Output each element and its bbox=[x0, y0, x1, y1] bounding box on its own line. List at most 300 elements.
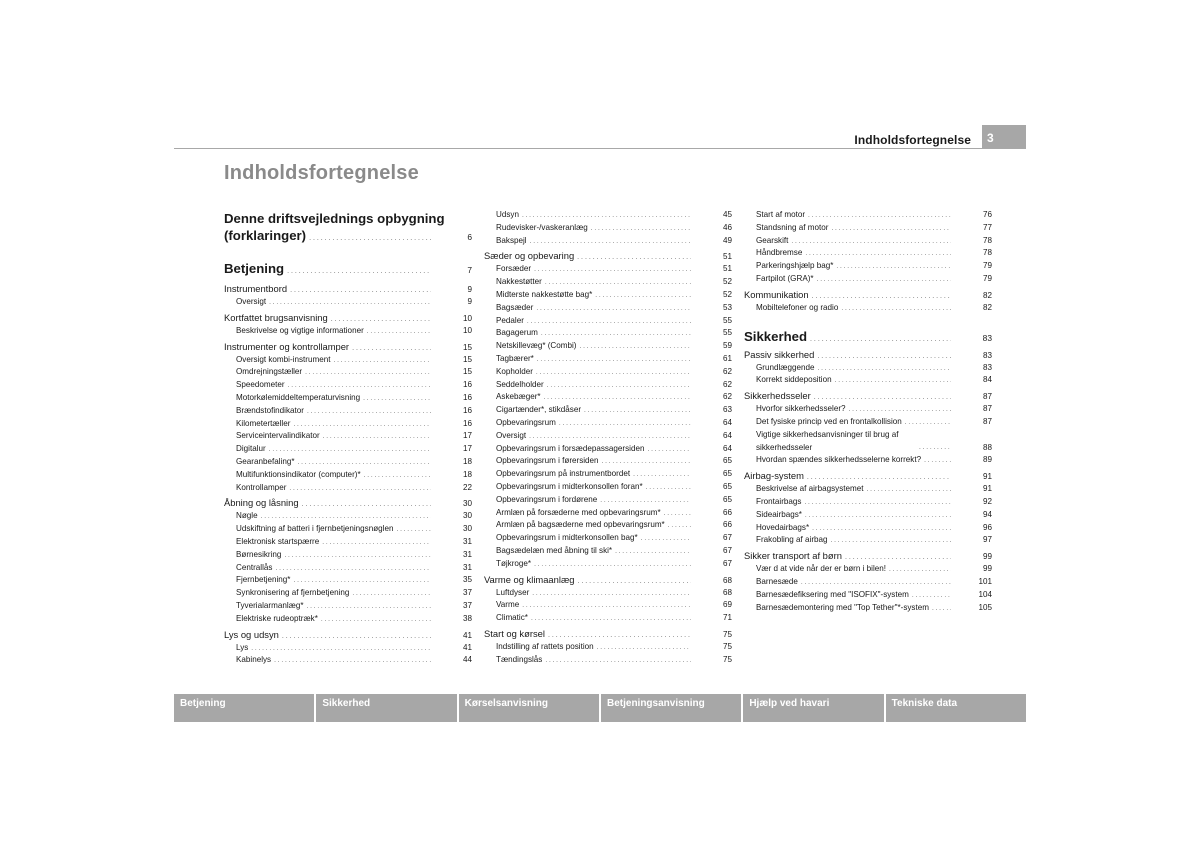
leader-dots bbox=[559, 418, 691, 431]
toc-entry[interactable] bbox=[744, 362, 992, 375]
page-number: 3 bbox=[982, 125, 1026, 148]
toc-section[interactable] bbox=[224, 340, 472, 354]
toc-entry[interactable] bbox=[224, 418, 472, 431]
toc-entry[interactable] bbox=[224, 430, 472, 443]
toc-entry[interactable] bbox=[224, 366, 472, 379]
toc-entry[interactable] bbox=[484, 468, 732, 481]
toc-entry[interactable] bbox=[484, 222, 732, 235]
toc-entry[interactable] bbox=[484, 327, 732, 340]
toc-page: 67 bbox=[722, 545, 732, 555]
toc-page: 87 bbox=[982, 416, 992, 426]
toc-label: Opbevaringsrum i fordørene bbox=[496, 494, 598, 504]
toc-entry[interactable] bbox=[484, 353, 732, 366]
leader-dots bbox=[536, 367, 691, 380]
toc-label: Frakobling af airbag bbox=[756, 535, 828, 545]
toc-label: Parkeringshjælp bag* bbox=[756, 261, 834, 271]
toc-label: Oversigt kombi-instrument bbox=[236, 354, 331, 364]
toc-section[interactable] bbox=[744, 469, 992, 483]
toc-label: Hvorfor sikkerhedsseler? bbox=[756, 404, 846, 414]
leader-dots bbox=[534, 264, 691, 277]
toc-label: Gearanbefaling* bbox=[236, 456, 295, 466]
leader-dots bbox=[396, 524, 431, 537]
toc-page: 52 bbox=[722, 277, 732, 287]
toc-page: 10 bbox=[462, 313, 472, 323]
toc-entry[interactable] bbox=[484, 455, 732, 468]
toc-page: 88 bbox=[982, 442, 992, 452]
toc-entry[interactable] bbox=[224, 600, 472, 613]
leader-dots bbox=[578, 575, 692, 589]
toc-entry[interactable] bbox=[744, 403, 992, 416]
leader-dots bbox=[817, 350, 951, 364]
toc-entry[interactable] bbox=[484, 587, 732, 600]
footer-tab-hjaelp-ved-havari[interactable]: Hjælp ved havari bbox=[743, 694, 883, 722]
toc-page: 31 bbox=[462, 536, 472, 546]
toc-page: 87 bbox=[982, 392, 992, 402]
main-title: Indholdsfortegnelse bbox=[224, 162, 419, 184]
toc-entry[interactable] bbox=[224, 654, 472, 667]
toc-page: 55 bbox=[722, 315, 732, 325]
leader-dots bbox=[836, 261, 951, 274]
toc-page: 38 bbox=[462, 613, 472, 623]
toc-entry[interactable] bbox=[744, 374, 992, 387]
toc-entry[interactable] bbox=[224, 562, 472, 575]
toc-entry[interactable] bbox=[224, 482, 472, 495]
toc-label: Oversigt bbox=[236, 297, 267, 306]
toc-label: Cigartænder*, stikdåser bbox=[496, 405, 582, 415]
leader-dots bbox=[831, 223, 951, 236]
toc-section[interactable] bbox=[224, 282, 472, 296]
toc-label: Børnesikring bbox=[236, 549, 282, 559]
toc-entry[interactable] bbox=[484, 558, 732, 571]
toc-label: Armlæn på forsæderne med opbevaringsrum* bbox=[496, 507, 661, 517]
toc-label: Fjernbetjening* bbox=[236, 575, 291, 585]
toc-page: 104 bbox=[978, 589, 992, 599]
footer-tab-korselsanvisning[interactable]: Kørselsanvisning bbox=[459, 694, 599, 722]
toc-section[interactable] bbox=[744, 549, 992, 563]
toc-label: Synkronisering af fjernbetjening bbox=[236, 588, 350, 598]
toc-label: Sikker transport af børn bbox=[744, 550, 842, 562]
toc-entry[interactable] bbox=[484, 379, 732, 392]
toc-entry[interactable] bbox=[744, 222, 992, 235]
toc-label: Beskrivelse og vigtige informationer bbox=[236, 325, 364, 335]
toc-entry[interactable] bbox=[484, 641, 732, 654]
toc-label: Omdrejningstæller bbox=[236, 367, 303, 377]
leader-dots bbox=[810, 336, 951, 343]
toc-label: Nakkestøtter bbox=[496, 277, 542, 287]
leader-dots bbox=[534, 559, 691, 572]
footer-tab-betjening[interactable]: Betjening bbox=[174, 694, 314, 722]
toc-page: 76 bbox=[982, 210, 992, 219]
toc-label: Instrumentbord bbox=[224, 283, 288, 294]
leader-dots bbox=[804, 497, 951, 510]
footer-tab-betjeningsanvisning[interactable]: Betjeningsanvisning bbox=[601, 694, 741, 722]
toc-label: Netskillevæg* (Combi) bbox=[496, 341, 577, 351]
leader-dots bbox=[805, 510, 951, 523]
toc-label: Varme og klimaanlæg bbox=[484, 573, 575, 585]
leader-dots bbox=[932, 603, 951, 616]
toc-section[interactable] bbox=[744, 348, 992, 362]
leader-dots bbox=[309, 230, 431, 247]
toc-entry[interactable] bbox=[744, 534, 992, 547]
leader-dots bbox=[532, 588, 691, 601]
toc-page: 35 bbox=[462, 575, 472, 585]
toc-section[interactable] bbox=[224, 311, 472, 325]
toc-page: 53 bbox=[722, 302, 732, 312]
toc-label: Beskrivelse af airbagsystemet bbox=[756, 484, 864, 494]
leader-dots bbox=[595, 290, 691, 303]
toc-label: Mobiltelefoner og radio bbox=[756, 302, 839, 312]
toc-entry[interactable] bbox=[484, 612, 732, 625]
toc-label: Instrumenter og kontrollamper bbox=[224, 340, 350, 352]
toc-page: 67 bbox=[722, 558, 732, 568]
toc-page: 83 bbox=[982, 362, 992, 372]
toc-label: Midterste nakkestøtte bag* bbox=[496, 289, 593, 299]
toc-entry[interactable] bbox=[224, 456, 472, 469]
toc-page: 77 bbox=[982, 222, 992, 232]
leader-dots bbox=[867, 484, 951, 497]
toc-entry[interactable] bbox=[224, 587, 472, 600]
toc-page: 15 bbox=[462, 342, 472, 352]
toc-entry[interactable] bbox=[484, 654, 732, 667]
toc-label: Sideairbags* bbox=[756, 509, 802, 519]
toc-entry[interactable] bbox=[744, 576, 992, 589]
toc-label: Digitalur bbox=[236, 444, 266, 454]
leader-dots bbox=[363, 393, 431, 406]
part-heading-betjening[interactable] bbox=[224, 261, 472, 276]
toc-label: Varme bbox=[496, 600, 520, 610]
toc-page: 18 bbox=[462, 469, 472, 479]
leader-dots bbox=[367, 326, 431, 339]
toc-entry[interactable] bbox=[484, 366, 732, 379]
toc-label: Gearskift bbox=[756, 235, 789, 245]
leader-dots bbox=[269, 297, 431, 310]
toc-label: Hovedairbags* bbox=[756, 522, 810, 532]
toc-entry[interactable] bbox=[744, 247, 992, 260]
toc-page: 65 bbox=[722, 469, 732, 479]
toc-page: 75 bbox=[722, 654, 732, 664]
toc-label: Armlæn på bagsæderne med opbevaringsrum* bbox=[496, 520, 665, 530]
toc-entry[interactable] bbox=[224, 574, 472, 587]
toc-entry[interactable] bbox=[744, 235, 992, 248]
toc-page: 61 bbox=[722, 353, 732, 363]
leader-dots bbox=[812, 523, 951, 536]
toc-label: Håndbremse bbox=[756, 248, 803, 258]
toc-page: 71 bbox=[722, 613, 732, 623]
toc-page: 84 bbox=[982, 375, 992, 385]
toc-label: Korrekt siddeposition bbox=[756, 375, 832, 385]
toc-label: Vær d at vide når der er børn i bilen! bbox=[756, 564, 887, 574]
leader-dots bbox=[545, 655, 691, 668]
toc-page: 16 bbox=[462, 392, 472, 402]
toc-label: Rudevisker-/vaskeranlæg bbox=[496, 222, 588, 232]
toc-page: 99 bbox=[982, 552, 992, 562]
toc-entry[interactable] bbox=[484, 481, 732, 494]
toc-page: 49 bbox=[722, 235, 732, 245]
toc-section[interactable] bbox=[484, 249, 732, 263]
toc-entry[interactable] bbox=[484, 315, 732, 328]
toc-entry[interactable] bbox=[744, 273, 992, 286]
toc-page: 64 bbox=[722, 417, 732, 427]
footer-tab-sikkerhed[interactable]: Sikkerhed bbox=[316, 694, 456, 722]
toc-label: Motorkølemiddeltemperaturvisning bbox=[236, 392, 361, 402]
leader-dots bbox=[289, 483, 431, 496]
toc-entry[interactable] bbox=[224, 392, 472, 405]
toc-label: Elektriske rudeoptræk* bbox=[236, 613, 318, 623]
toc-entry[interactable] bbox=[484, 545, 732, 558]
leader-dots bbox=[591, 223, 691, 236]
toc-entry[interactable] bbox=[744, 496, 992, 509]
leader-dots bbox=[577, 251, 691, 265]
toc-entry[interactable] bbox=[744, 509, 992, 522]
toc-entry[interactable] bbox=[744, 563, 992, 576]
toc-entry[interactable] bbox=[224, 469, 472, 482]
leader-dots bbox=[352, 342, 431, 356]
toc-page: 9 bbox=[467, 297, 472, 306]
toc-page: 51 bbox=[722, 252, 732, 262]
toc-label: Nøgle bbox=[236, 511, 258, 521]
toc-page: 46 bbox=[722, 222, 732, 232]
toc-page: 37 bbox=[462, 600, 472, 610]
toc-page: 97 bbox=[982, 535, 992, 545]
toc-page: 94 bbox=[982, 509, 992, 519]
leader-dots bbox=[251, 643, 431, 656]
leader-dots bbox=[537, 354, 691, 367]
toc-label: Lys og udsyn bbox=[224, 628, 279, 640]
part-label: Betjening bbox=[224, 261, 285, 276]
toc-entry[interactable] bbox=[744, 302, 992, 315]
toc-page: 55 bbox=[722, 328, 732, 338]
leader-dots bbox=[322, 537, 431, 550]
leader-dots bbox=[531, 613, 691, 626]
toc-entry[interactable] bbox=[744, 602, 992, 615]
toc-entry[interactable] bbox=[744, 416, 992, 429]
leader-dots bbox=[284, 550, 431, 563]
leader-dots bbox=[597, 642, 691, 655]
toc-entry[interactable] bbox=[484, 599, 732, 612]
toc-page: 15 bbox=[462, 367, 472, 377]
toc-entry[interactable] bbox=[224, 523, 472, 536]
toc-page: 41 bbox=[462, 642, 472, 652]
toc-label: Kortfattet brugsanvisning bbox=[224, 311, 328, 323]
toc-page: 37 bbox=[462, 588, 472, 598]
toc-entry[interactable] bbox=[224, 405, 472, 418]
leader-dots bbox=[580, 341, 691, 354]
toc-label: Tøjkroge* bbox=[496, 558, 532, 568]
toc-page: 17 bbox=[462, 431, 472, 441]
toc-label: Standsning af motor bbox=[756, 222, 829, 232]
toc-entry[interactable] bbox=[224, 536, 472, 549]
leader-dots bbox=[841, 303, 951, 316]
toc-entry[interactable] bbox=[744, 589, 992, 602]
toc-entry[interactable] bbox=[484, 404, 732, 417]
toc-label: Luftdyser bbox=[496, 587, 530, 597]
toc-entry[interactable] bbox=[224, 296, 472, 309]
toc-page: 18 bbox=[462, 456, 472, 466]
intro-heading-line2: (forklaringer) bbox=[224, 228, 307, 243]
toc-entry[interactable] bbox=[224, 549, 472, 562]
leader-dots bbox=[282, 630, 431, 644]
toc-page: 83 bbox=[982, 350, 992, 360]
toc-entry[interactable] bbox=[484, 340, 732, 353]
toc-section[interactable] bbox=[224, 496, 472, 510]
toc-page: 31 bbox=[462, 549, 472, 559]
toc-label: Grundlæggende bbox=[756, 362, 815, 372]
toc-section[interactable] bbox=[484, 573, 732, 587]
toc-label: Oversigt bbox=[496, 430, 527, 440]
toc-entry[interactable] bbox=[484, 209, 732, 222]
toc-page: 75 bbox=[722, 629, 732, 639]
part-heading-sikkerhed[interactable] bbox=[744, 329, 992, 344]
toc-label: Opbevaringsrum på instrumentbordet bbox=[496, 469, 631, 479]
header-rule bbox=[174, 148, 1026, 149]
toc-label: Climatic* bbox=[496, 613, 528, 623]
toc-page: 9 bbox=[467, 285, 472, 294]
header-title: Indholdsfortegnelse bbox=[854, 133, 971, 147]
footer-nav bbox=[174, 694, 1026, 722]
toc-label: Opbevaringsrum i forsædepassagersiden bbox=[496, 443, 645, 453]
leader-dots bbox=[527, 316, 691, 329]
toc-page: 99 bbox=[982, 564, 992, 574]
toc-page: 59 bbox=[722, 341, 732, 351]
leader-dots bbox=[305, 367, 431, 380]
toc-page: 7 bbox=[467, 265, 472, 275]
part-label: Sikkerhed bbox=[744, 328, 808, 344]
toc-entry[interactable] bbox=[484, 391, 732, 404]
leader-dots bbox=[831, 535, 951, 548]
toc-page: 82 bbox=[982, 302, 992, 312]
toc-page: 96 bbox=[982, 522, 992, 532]
toc-label: Bakspejl bbox=[496, 235, 527, 245]
toc-entry[interactable] bbox=[744, 522, 992, 535]
leader-dots bbox=[323, 431, 431, 444]
leader-dots bbox=[536, 303, 691, 316]
leader-dots bbox=[919, 442, 951, 455]
toc-section[interactable] bbox=[484, 627, 732, 641]
toc-page: 87 bbox=[982, 404, 992, 414]
toc-entry[interactable] bbox=[484, 417, 732, 430]
leader-dots bbox=[333, 355, 431, 368]
toc-page: 75 bbox=[722, 641, 732, 651]
toc-entry[interactable] bbox=[744, 429, 992, 455]
toc-label: Tyverialarmanlæg* bbox=[236, 600, 304, 610]
toc-page: 6 bbox=[467, 232, 472, 242]
leader-dots bbox=[302, 498, 431, 512]
toc-entry[interactable] bbox=[744, 209, 992, 222]
toc-entry[interactable] bbox=[484, 276, 732, 289]
toc-label: Fartpilot (GRA)* bbox=[756, 273, 814, 283]
toc-page: 52 bbox=[722, 289, 732, 299]
toc-entry[interactable] bbox=[744, 454, 992, 467]
toc-label: Start og kørsel bbox=[484, 627, 545, 639]
toc-page: 91 bbox=[982, 472, 992, 482]
toc-column-2 bbox=[484, 209, 732, 667]
toc-page: 62 bbox=[722, 392, 732, 402]
toc-label: Speedometer bbox=[236, 380, 285, 390]
toc-label: Airbag-system bbox=[744, 470, 804, 482]
leader-dots bbox=[287, 268, 431, 275]
toc-entry[interactable] bbox=[484, 430, 732, 443]
toc-entry[interactable] bbox=[484, 532, 732, 545]
toc-entry[interactable] bbox=[224, 443, 472, 456]
toc-entry[interactable] bbox=[224, 325, 472, 338]
toc-label: Opbevaringsrum i midterkonsollen foran* bbox=[496, 481, 643, 491]
toc-entry[interactable] bbox=[224, 613, 472, 626]
toc-entry[interactable] bbox=[744, 483, 992, 496]
toc-entry[interactable] bbox=[224, 379, 472, 392]
leader-dots bbox=[808, 210, 951, 223]
leader-dots bbox=[275, 563, 431, 576]
toc-page: 89 bbox=[982, 455, 992, 465]
toc-page: 64 bbox=[722, 430, 732, 440]
toc-entry[interactable] bbox=[484, 302, 732, 315]
toc-page: 65 bbox=[722, 494, 732, 504]
toc-label: Indstilling af rattets position bbox=[496, 641, 594, 651]
leader-dots bbox=[646, 482, 691, 495]
toc-section[interactable] bbox=[744, 288, 992, 302]
intro-heading[interactable] bbox=[224, 210, 472, 247]
toc-page: 30 bbox=[462, 524, 472, 534]
toc-label: Serviceintervalindikator bbox=[236, 431, 320, 441]
toc-entry[interactable] bbox=[224, 354, 472, 367]
toc-entry[interactable] bbox=[224, 510, 472, 523]
toc-label: Bagagerum bbox=[496, 328, 538, 338]
toc-label: Udskiftning af batteri i fjernbetjeningsnøglen bbox=[236, 524, 394, 534]
toc-page: 10 bbox=[462, 325, 472, 335]
toc-label: Åbning og låsning bbox=[224, 497, 299, 509]
toc-label: Barnesædefiksering med "ISOFIX"-system bbox=[756, 589, 909, 599]
leader-dots bbox=[307, 406, 431, 419]
toc-page: 79 bbox=[982, 261, 992, 271]
toc-page: 62 bbox=[722, 379, 732, 389]
toc-label: Kommunikation bbox=[744, 288, 809, 300]
toc-entry[interactable] bbox=[484, 443, 732, 456]
leader-dots bbox=[817, 274, 951, 287]
toc-page: 105 bbox=[978, 602, 992, 612]
toc-page: 22 bbox=[462, 482, 472, 492]
leader-dots bbox=[889, 564, 951, 577]
toc-entry[interactable] bbox=[484, 263, 732, 276]
toc-entry[interactable] bbox=[484, 235, 732, 248]
toc-label: Barnesædemontering med "Top Tether"*-system bbox=[756, 602, 929, 612]
toc-page: 91 bbox=[982, 484, 992, 494]
toc-label: Hvordan spændes sikkerhedsselerne korrekt? bbox=[756, 455, 922, 465]
leader-dots bbox=[290, 284, 431, 298]
toc-label: Opbevaringsrum bbox=[496, 417, 556, 427]
footer-tab-tekniske-data[interactable]: Tekniske data bbox=[886, 694, 1026, 722]
toc-entry[interactable] bbox=[484, 519, 732, 532]
toc-page: 101 bbox=[978, 576, 992, 586]
toc-page: 68 bbox=[722, 587, 732, 597]
toc-page: 41 bbox=[462, 630, 472, 640]
toc-entry[interactable] bbox=[224, 642, 472, 655]
toc-label: Lys bbox=[236, 642, 249, 652]
intro-heading-line1: Denne driftsvejlednings opbygning bbox=[224, 211, 445, 226]
toc-page: 92 bbox=[982, 496, 992, 506]
leader-dots bbox=[584, 405, 691, 418]
toc-section[interactable] bbox=[224, 628, 472, 642]
toc-label: Opbevaringsrum i midterkonsollen bag* bbox=[496, 533, 638, 543]
toc-entry[interactable] bbox=[484, 289, 732, 302]
toc-entry[interactable] bbox=[744, 260, 992, 273]
toc-label: Udsyn bbox=[496, 210, 519, 219]
leader-dots bbox=[664, 508, 691, 521]
toc-entry[interactable] bbox=[484, 494, 732, 507]
toc-entry[interactable] bbox=[484, 507, 732, 520]
toc-label: Kilometertæller bbox=[236, 418, 291, 428]
leader-dots bbox=[274, 655, 431, 668]
toc-page: 15 bbox=[462, 354, 472, 364]
toc-section[interactable] bbox=[744, 389, 992, 403]
